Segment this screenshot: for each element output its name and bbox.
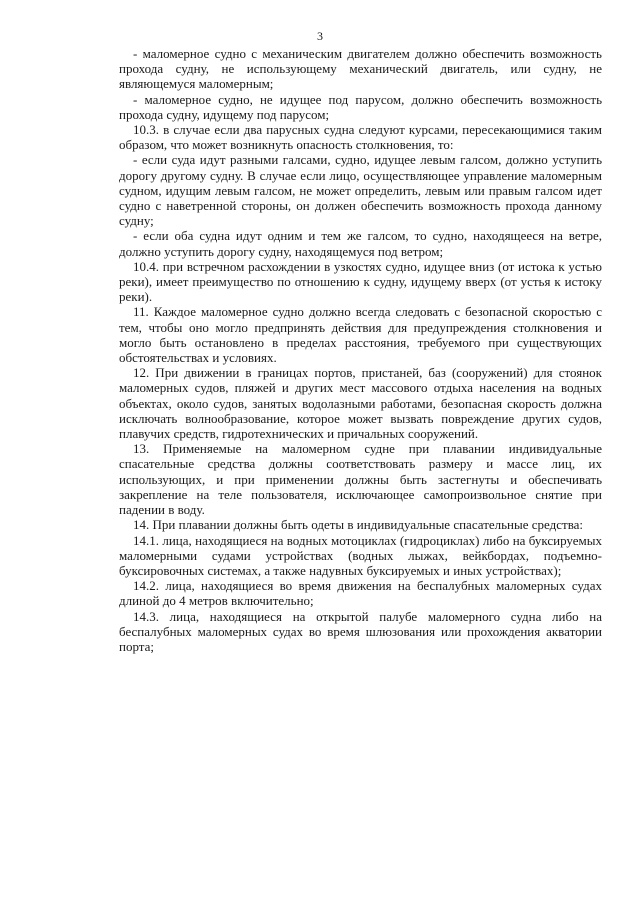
paragraph: - маломерное судно с механическим двигателем должно обеспечить возможность прохода судну, не использующему механический двигатель, или судну, не являющемуся маломерным; [119,46,602,92]
page-number: 3 [317,29,323,43]
paragraph: 14.1. лица, находящиеся на водных мотоциклах (гидроциклах) либо на буксируемых маломерными судами устройствах (водных лыжах, вейкбордах, подъемно-буксировочных системах, а также надувных буксируемых и иных устройствах); [119,532,602,578]
paragraph: 12. При движении в границах портов, пристаней, баз (сооружений) для стоянок маломерных судов, пляжей и других мест массового отдыха населения на водных объектах, около судов, занятых водолазными работами, безопасная скорость должна исключать волнообразование, которое может вызвать повреждение других судов, плавучих средств, гидротехнических и причальных сооружений. [119,365,602,442]
paragraph: 10.3. в случае если два парусных судна следуют курсами, пересекающимися таким образом, что может возникнуть опасность столкновения, то: [119,122,602,153]
paragraph: 14.2. лица, находящиеся во время движения на беспалубных маломерных судах длиной до 4 метров включительно; [119,578,602,609]
paragraph: - если суда идут разными галсами, судно, идущее левым галсом, должно уступить дорогу другому судну. В случае если лицо, осуществляющее управление маломерным судном, идущим левым галсом, не может определить, левым или правым галсом идет судно с наветренной стороны, он должен обеспечить возможность прохода данному судну; [119,152,602,229]
paragraph: 13. Применяемые на маломерном судне при плавании индивидуальные спасательные средства должны соответствовать размеру и массе лиц, их использующих, и при применении должны быть застегнуты и обеспечивать закрепление на теле пользователя, исключающее самопроизвольное снятие при падении в воду. [119,441,602,518]
paragraph: - маломерное судно, не идущее под парусом, должно обеспечить возможность прохода судну, идущему под парусом; [119,91,602,122]
paragraph: 10.4. при встречном расхождении в узкостях судно, идущее вниз (от истока к устью реки), имеет преимущество по отношению к судну, идущему вверх (от устья к истоку реки). [119,258,602,305]
paragraph: - если оба судна идут одним и тем же галсом, то судно, находящееся на ветре, должно уступить дорогу судну, находящемуся под ветром; [119,228,602,259]
paragraph: 14.3. лица, находящиеся на открытой палубе маломерного судна либо на беспалубных маломерных судах во время шлюзования или прохождения акватории порта; [119,608,602,654]
document-body [119,46,602,654]
paragraph: 14. При плавании должны быть одеты в индивидуальные спасательные средства: [133,517,584,533]
paragraph: 11. Каждое маломерное судно должно всегда следовать с безопасной скоростью с тем, чтобы оно могло предпринять действия для предупреждения столкновения и могло быть остановлено в пределах расстояния, требуемого при существующих обстоятельствах и условиях. [119,304,602,366]
